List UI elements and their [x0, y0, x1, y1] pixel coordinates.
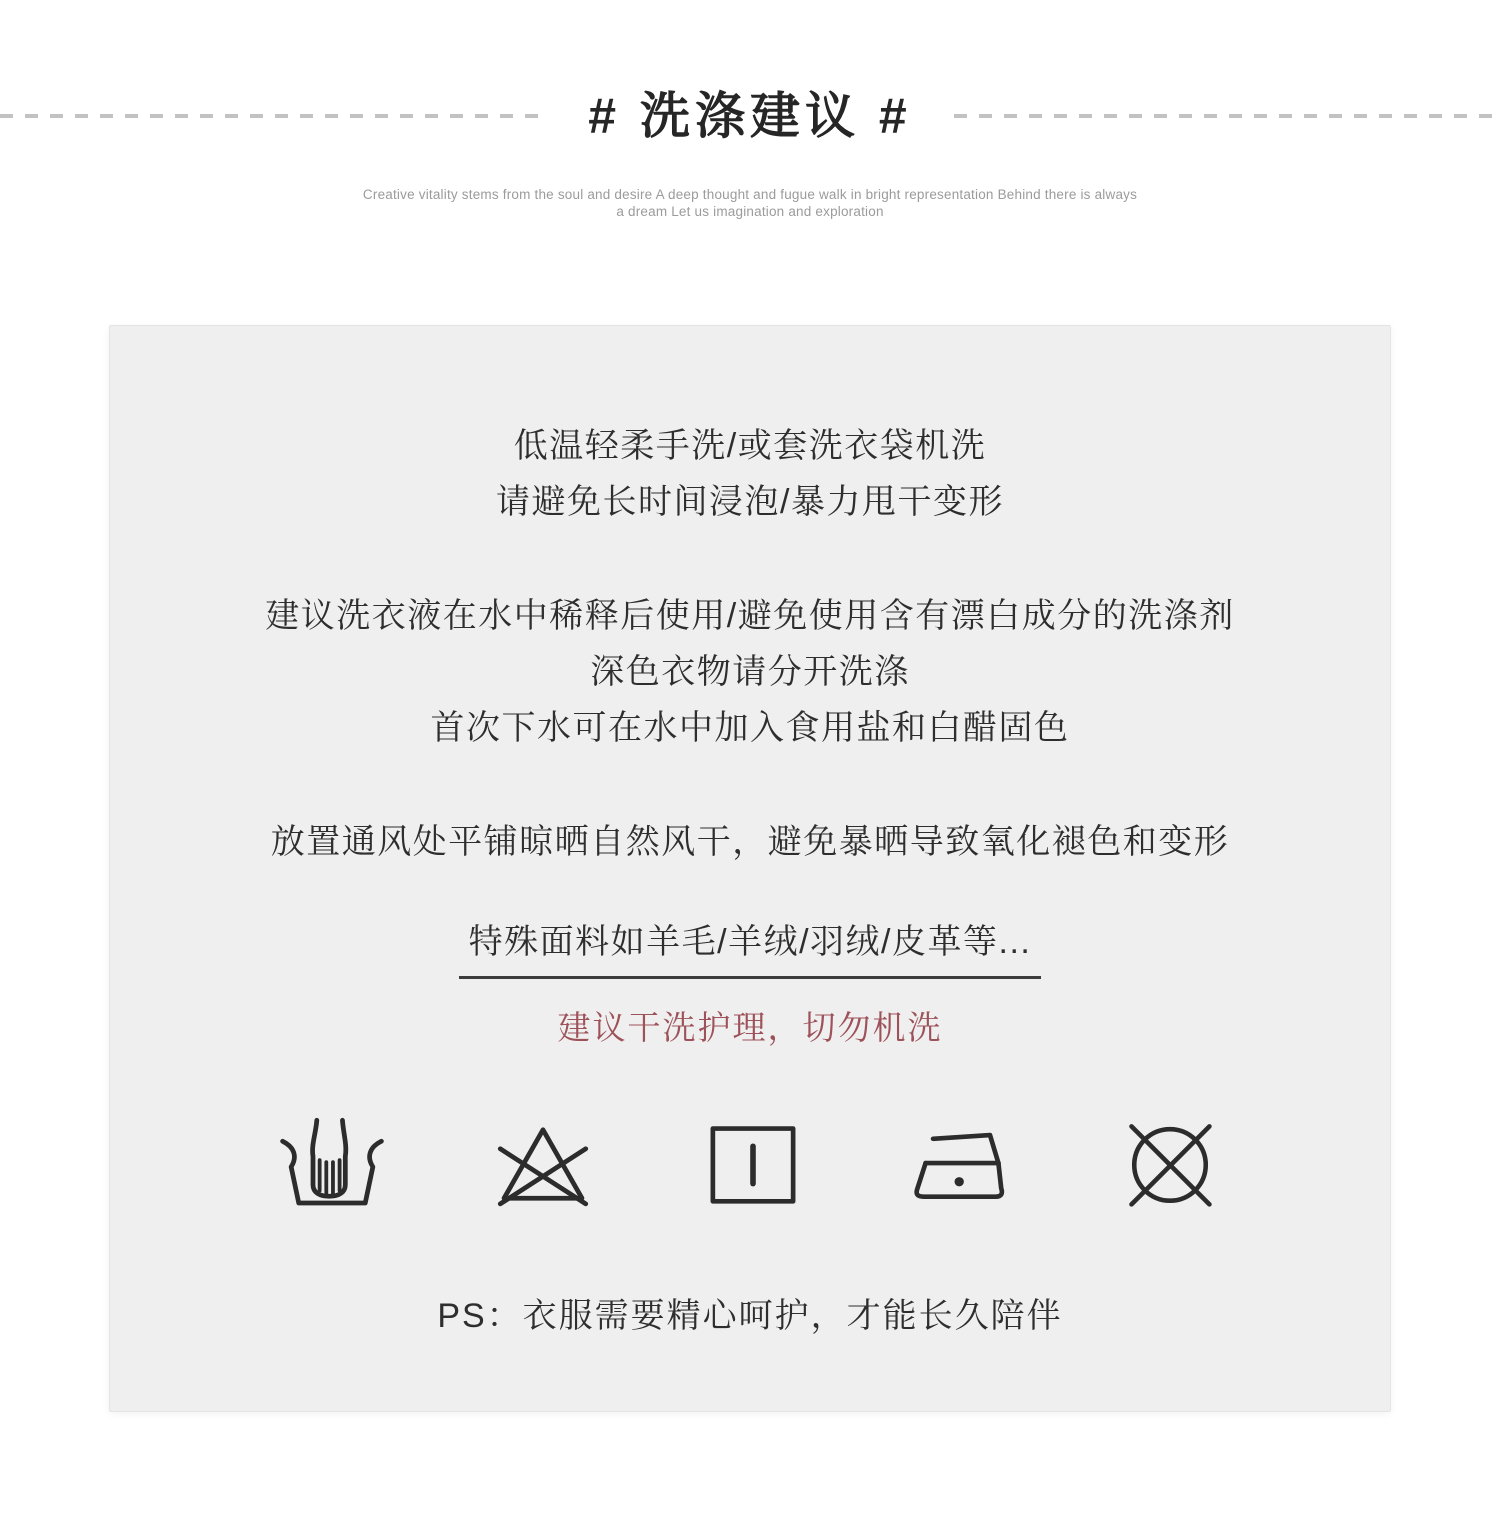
- detergent-block: [110, 588, 1390, 756]
- wash-basic-line-2: 请避免长时间浸泡/暴力甩干变形: [496, 483, 1004, 521]
- drying-block: [110, 814, 1390, 870]
- detergent-line-1: 建议洗衣液在水中稀释后使用/避免使用含有漂白成分的洗涤剂: [265, 597, 1235, 635]
- tagline-line-1: Creative vitality stems from the soul and desire A deep thought and fugue walk in bright representation Behind there is always: [362, 187, 1138, 202]
- hand-wash-icon: [275, 1107, 389, 1226]
- do-not-bleach-icon: [486, 1107, 600, 1226]
- wash-basic-block: [110, 418, 1390, 530]
- header-row: [0, 84, 1500, 148]
- ps-note: PS：衣服需要精心呵护，才能长久陪伴: [437, 1297, 1063, 1335]
- header-tagline: [0, 186, 1500, 220]
- special-fabric-block: [110, 922, 1390, 979]
- detergent-line-2: 深色衣物请分开洗涤: [590, 653, 910, 691]
- dry-clean-warning: 建议干洗护理，切勿机洗: [557, 1009, 943, 1046]
- tagline-line-2: a dream Let us imagination and exploration: [616, 204, 884, 219]
- page-title: # 洗涤建议 #: [588, 88, 912, 144]
- care-symbols-row: [275, 1107, 1225, 1226]
- special-fabric-note: 特殊面料如羊毛/羊绒/羽绒/皮革等...: [459, 922, 1042, 979]
- header-dash-left: [0, 114, 546, 118]
- header-dash-right: [954, 114, 1500, 118]
- detergent-line-3: 首次下水可在水中加入食用盐和白醋固色: [430, 709, 1070, 747]
- do-not-dry-clean-icon: [1115, 1109, 1225, 1224]
- wash-basic-line-1: 低温轻柔手洗/或套洗衣袋机洗: [513, 427, 987, 465]
- section-header: [0, 84, 1500, 220]
- drip-dry-icon: [697, 1108, 809, 1225]
- drying-line: 放置通风处平铺晾晒自然风干，避免暴晒导致氧化褪色和变形: [270, 823, 1230, 861]
- iron-low-heat-icon: [906, 1108, 1018, 1225]
- care-instructions-panel: [109, 325, 1391, 1412]
